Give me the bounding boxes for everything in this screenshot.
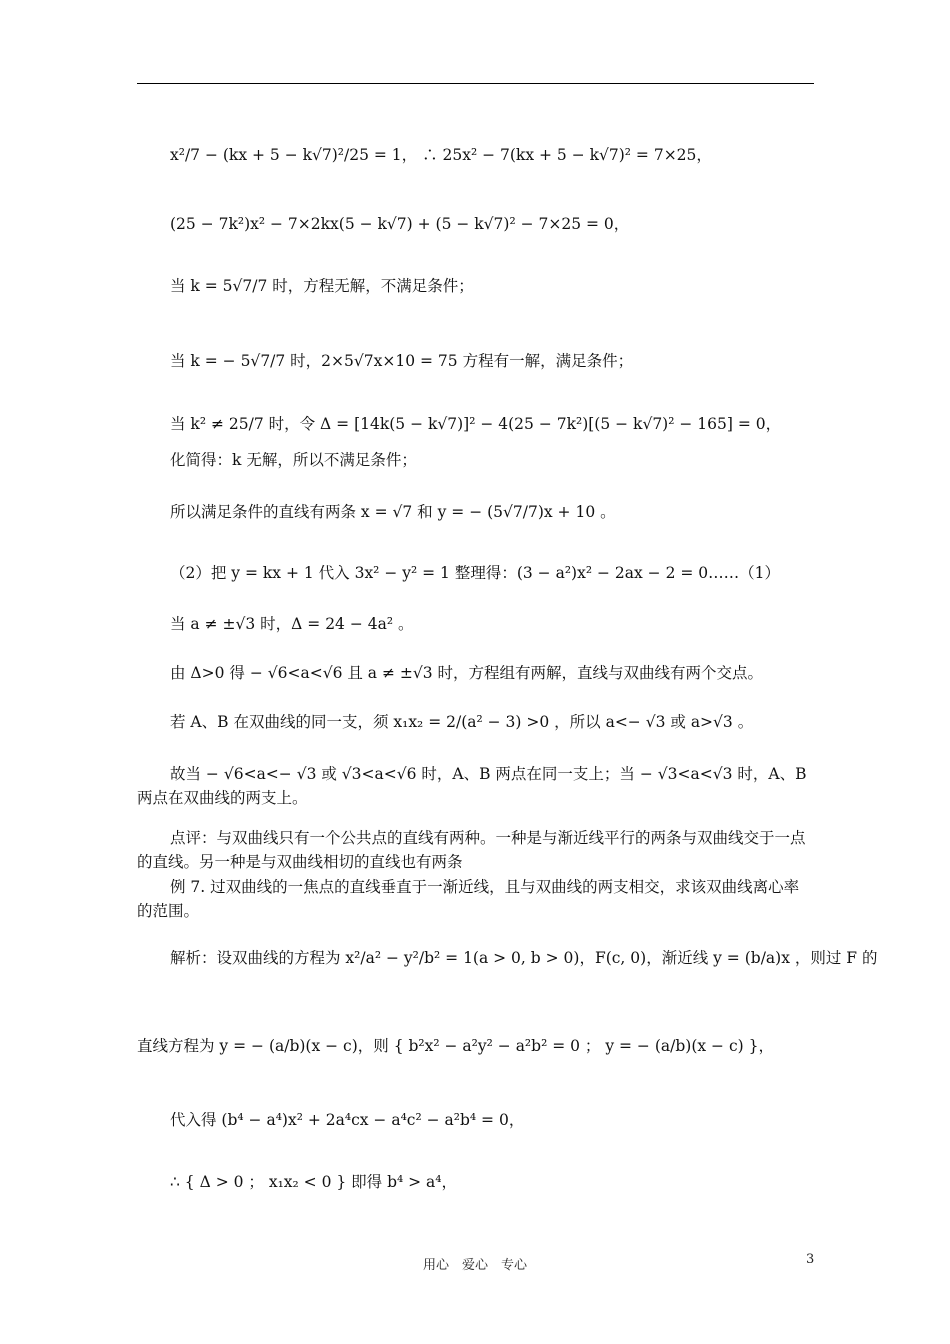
example-7-paragraph bbox=[137, 875, 814, 923]
conclusion-line: 所以满足条件的直线有两条 x = √7 和 y = − (5√7/7)x + 10 。 bbox=[170, 503, 616, 521]
intersection-line: 由 Δ>0 得 − √6<a<√6 且 a ≠ ±√3 时，方程组有两解，直线与双曲线有两个交点。 bbox=[170, 664, 764, 682]
analysis-line: 解析：设双曲线的方程为 x²/a² − y²/b² = 1(a > 0, b > 0)，F(c, 0)，渐近线 y = (b/a)x ，则过 F 的 bbox=[170, 949, 878, 967]
comment-paragraph bbox=[137, 826, 814, 874]
equation-line-1: x²/7 − (kx + 5 − k√7)²/25 = 1， ∴ 25x² − 7(kx + 5 − k√7)² = 7×25， bbox=[170, 146, 712, 164]
delta-line: 当 a ≠ ±√3 时，Δ = 24 − 4a² 。 bbox=[170, 615, 414, 633]
part-2-line: （2）把 y = kx + 1 代入 3x² − y² = 1 整理得：(3 − a²)x² − 2ax − 2 = 0……（1） bbox=[170, 564, 780, 582]
simplify-line: 化简得：k 无解，所以不满足条件； bbox=[170, 451, 417, 469]
therefore-line: ∴ { Δ > 0 ； x₁x₂ < 0 } 即得 b⁴ > a⁴， bbox=[170, 1173, 458, 1191]
summary-paragraph bbox=[137, 762, 814, 810]
example-7-text: 例 7. 过双曲线的一焦点的直线垂直于一渐近线，且与双曲线的两支相交，求该双曲线离心率的范围。 bbox=[137, 878, 800, 920]
line-equation-system: 直线方程为 y = − (a/b)(x − c)，则 { b²x² − a²y² − a²b² = 0 ； y = − (a/b)(x − c) }， bbox=[137, 1037, 774, 1055]
substitution-line: 代入得 (b⁴ − a⁴)x² + 2a⁴cx − a⁴c² − a²b⁴ = 0， bbox=[170, 1111, 525, 1129]
condition-line-1: 当 k = 5√7/7 时，方程无解，不满足条件； bbox=[170, 277, 474, 295]
page-number: 3 bbox=[806, 1252, 815, 1267]
page-footer: 用心 爱心 专心 bbox=[422, 1258, 527, 1273]
summary-text: 故当 − √6<a<− √3 或 √3<a<√6 时，A、B 两点在同一支上；当 − √3<a<√3 时，A、B 两点在双曲线的两支上。 bbox=[137, 765, 807, 807]
equation-line-2: (25 − 7k²)x² − 7×2kx(5 − k√7) + (5 − k√7)² − 7×25 = 0， bbox=[170, 215, 630, 233]
condition-line-3: 当 k² ≠ 25/7 时，令 Δ = [14k(5 − k√7)]² − 4(25 − 7k²)[(5 − k√7)² − 165] = 0， bbox=[170, 415, 782, 433]
condition-line-2: 当 k = − 5√7/7 时，2×5√7x×10 = 75 方程有一解，满足条件； bbox=[170, 352, 634, 370]
same-branch-line: 若 A、B 在双曲线的同一支，须 x₁x₂ = 2/(a² − 3) >0 ，所以 a<− √3 或 a>√3 。 bbox=[170, 713, 754, 731]
header-rule bbox=[137, 83, 814, 84]
comment-text: 点评：与双曲线只有一个公共点的直线有两种。一种是与渐近线平行的两条与双曲线交于一点的直线。另一种是与双曲线相切的直线也有两条 bbox=[137, 829, 806, 871]
